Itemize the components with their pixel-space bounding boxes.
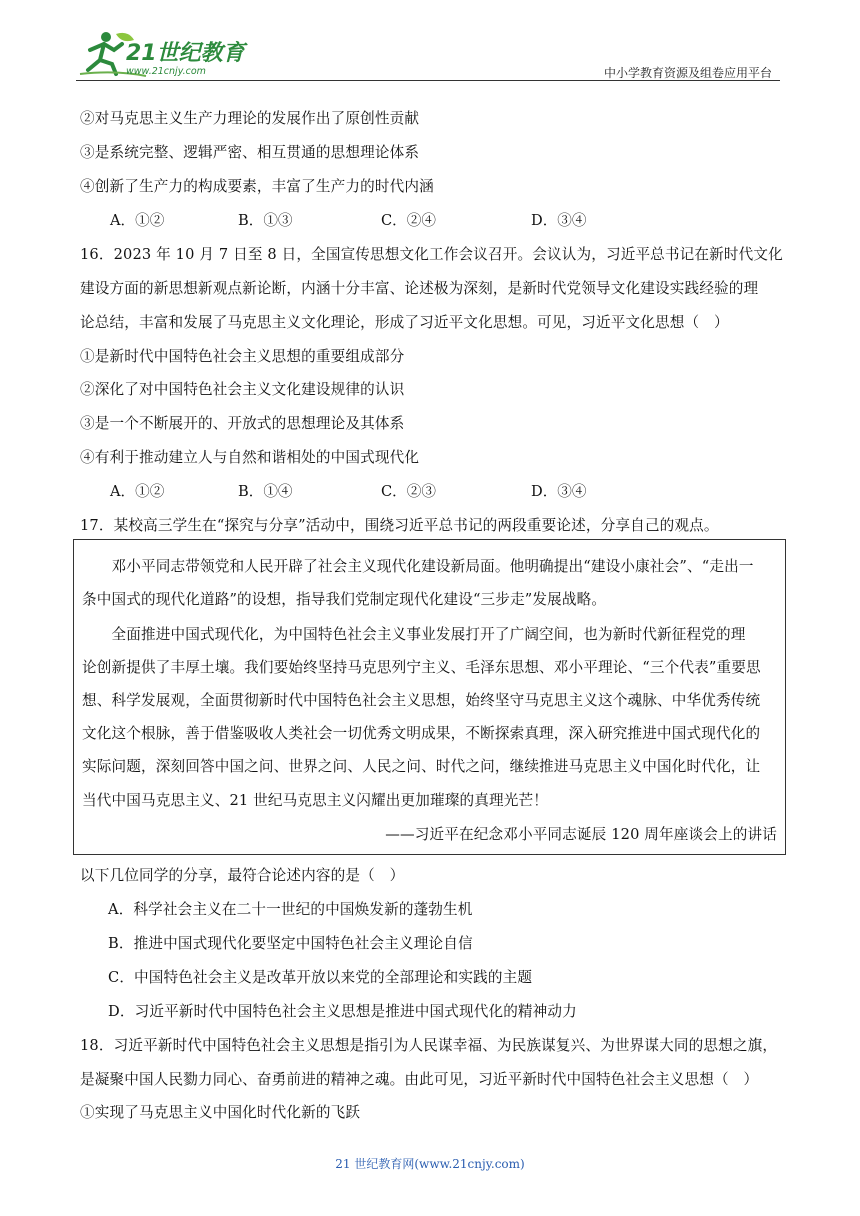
q17-option-b[interactable]: B．推进中国式现代化要坚定中国特色社会主义理论自信 <box>108 935 473 952</box>
q15-option-a[interactable]: A．①② <box>110 212 165 229</box>
q16-statement-2: ②深化了对中国特色社会主义文化建设规律的认识 <box>80 381 405 398</box>
q16-options <box>80 480 760 502</box>
quote-line-8: 当代中国马克思主义、21 世纪马克思主义闪耀出更加璀璨的真理光芒！ <box>82 792 548 809</box>
header-divider <box>76 80 780 81</box>
q15-option-c[interactable]: C．②④ <box>381 212 436 229</box>
q18-statement-1: ①实现了马克思主义中国化时代化新的飞跃 <box>80 1104 361 1121</box>
platform-name: 中小学教育资源及组卷应用平台 <box>603 66 772 80</box>
q15-option-b[interactable]: B．①③ <box>238 212 293 229</box>
q15-statement-3: ③是系统完整、逻辑严密、相互贯通的思想理论体系 <box>80 144 420 161</box>
q16-stem-line-2: 建设方面的新思想新观点新论断，内涵十分丰富、论述极为深刻，是新时代党领导文化建设实践经验的理 <box>80 280 759 297</box>
q16-option-a[interactable]: A．①② <box>110 483 165 500</box>
q17-option-d[interactable]: D．习近平新时代中国特色社会主义思想是推进中国式现代化的精神动力 <box>108 1003 577 1020</box>
q16-statement-1: ①是新时代中国特色社会主义思想的重要组成部分 <box>80 348 405 365</box>
q17-stem: 17．某校高三学生在“探究与分享”活动中，围绕习近平总书记的两段重要论述，分享自己的观点。 <box>80 517 719 534</box>
quote-line-5: 想、科学发展观，全面贯彻新时代中国特色社会主义思想，始终坚守马克思主义这个魂脉、中华优秀传统 <box>82 692 761 709</box>
q15-statement-2: ②对马克思主义生产力理论的发展作出了原创性贡献 <box>80 110 420 127</box>
q16-option-b[interactable]: B．①④ <box>238 483 293 500</box>
q16-option-d[interactable]: D．③④ <box>531 483 587 500</box>
quote-line-7: 实际问题，深刻回答中国之问、世界之问、人民之问、时代之问，继续推进马克思主义中国化时代化，让 <box>82 758 761 775</box>
q16-statement-4: ④有利于推动建立人与自然和谐相处的中国式现代化 <box>80 449 420 466</box>
quote-line-2: 条中国式的现代化道路”的设想，指导我们党制定现代化建设“三步走”发展战略。 <box>82 591 607 608</box>
q17-option-c[interactable]: C．中国特色社会主义是改革开放以来党的全部理论和实践的主题 <box>108 969 533 986</box>
q16-stem-line-3: 论总结，丰富和发展了马克思主义文化理论，形成了习近平文化思想。可见，习近平文化思想（ ） <box>80 314 729 331</box>
quote-source: ——习近平在纪念邓小平同志诞辰 120 周年座谈会上的讲话 <box>385 826 777 843</box>
svg-text:www.21cnjy.com: www.21cnjy.com <box>126 66 206 77</box>
q18-stem-line-1: 18．习近平新时代中国特色社会主义思想是指引为人民谋幸福、为民族谋复兴、为世界谋大同的思想之旗， <box>80 1037 778 1054</box>
quote-line-3: 全面推进中国式现代化，为中国特色社会主义事业发展打开了广阔空间，也为新时代新征程党的理 <box>82 626 746 643</box>
q15-option-d[interactable]: D．③④ <box>531 212 587 229</box>
quote-line-4: 论创新提供了丰厚土壤。我们要始终坚持马克思列宁主义、毛泽东思想、邓小平理论、“三个代表”重要思 <box>82 659 761 676</box>
21cnjy-logo <box>76 30 251 78</box>
quote-line-1: 邓小平同志带领党和人民开辟了社会主义现代化建设新局面。他明确提出“建设小康社会”、“走出一 <box>82 558 754 575</box>
q15-options <box>80 209 760 231</box>
q16-option-c[interactable]: C．②③ <box>381 483 436 500</box>
q15-statement-4: ④创新了生产力的构成要素，丰富了生产力的时代内涵 <box>80 178 434 195</box>
page-header <box>76 30 776 80</box>
q17-question: 以下几位同学的分享，最符合论述内容的是（ ） <box>80 867 405 884</box>
q16-stem-line-1: 16．2023 年 10 月 7 日至 8 日，全国宣传思想文化工作会议召开。会议认为，习近平总书记在新时代文化 <box>80 246 783 263</box>
q18-stem-line-2: 是凝聚中国人民勠力同心、奋勇前进的精神之魂。由此可见，习近平新时代中国特色社会主义思想（ ） <box>80 1071 759 1088</box>
page-footer: 21 世纪教育网(www.21cnjy.com) <box>335 1157 525 1171</box>
q17-quote-box <box>73 539 786 855</box>
q17-option-a[interactable]: A．科学社会主义在二十一世纪的中国焕发新的蓬勃生机 <box>108 901 473 918</box>
quote-line-6: 文化这个根脉，善于借鉴吸收人类社会一切优秀文明成果，不断探索真理，深入研究推进中国式现代化的 <box>82 725 761 742</box>
q16-statement-3: ③是一个不断展开的、开放式的思想理论及其体系 <box>80 415 405 432</box>
svg-text:21世纪教育: 21世纪教育 <box>126 41 245 66</box>
